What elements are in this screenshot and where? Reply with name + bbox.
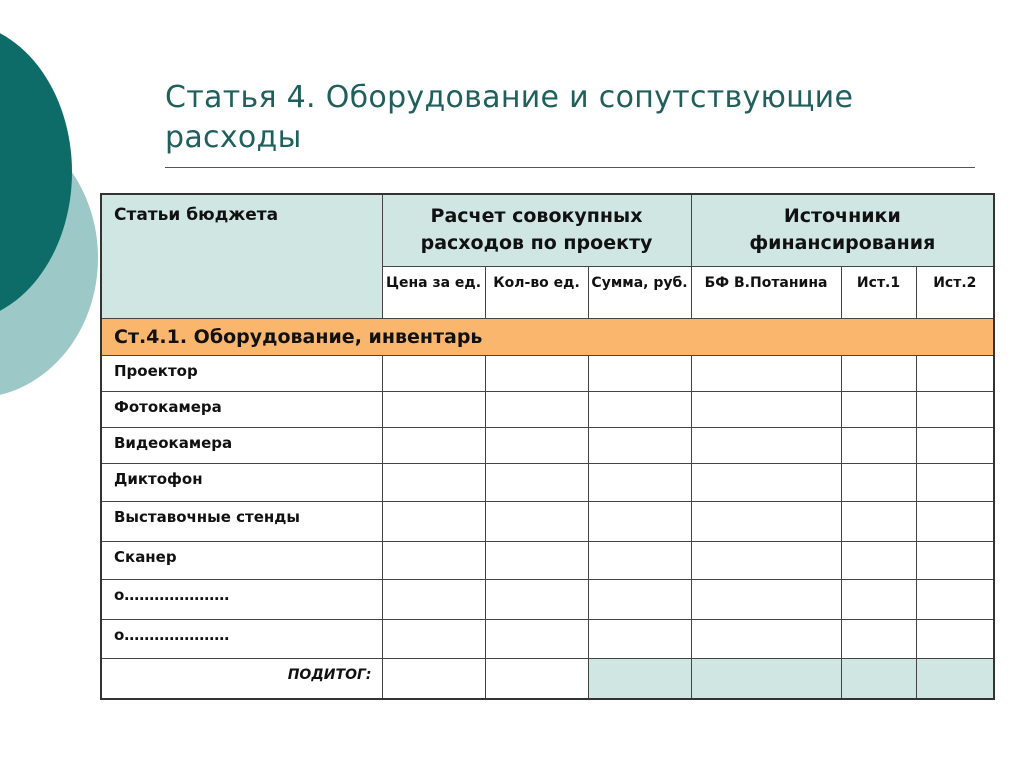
row-label: Диктофон [101,463,382,501]
cell [382,463,485,501]
cell-shaded [691,658,841,699]
cell [841,427,916,463]
row-label: Видеокамера [101,427,382,463]
table-row [101,391,994,427]
cell [485,619,588,658]
cell [841,355,916,391]
cell [382,619,485,658]
row-label: Фотокамера [101,391,382,427]
section-row [101,318,994,355]
cell [841,579,916,619]
cell [588,541,691,579]
cell [588,579,691,619]
cell [691,463,841,501]
cell [382,427,485,463]
row-label-placeholder: o………………… [101,579,382,619]
cell [382,355,485,391]
cell-shaded [916,658,994,699]
header-source-1: Ист.1 [841,266,916,318]
cell [841,463,916,501]
cell [485,391,588,427]
table-row [101,427,994,463]
slide-title: Статья 4. Оборудование и сопутствующие расходы [165,80,854,155]
row-label: Сканер [101,541,382,579]
cell [485,541,588,579]
header-row-top [101,194,994,266]
table-row [101,501,994,541]
cell [916,463,994,501]
row-label: Проектор [101,355,382,391]
cell [691,541,841,579]
cell [916,579,994,619]
header-funding-sources: Источники финансирования [691,194,994,266]
header-sum: Сумма, руб. [588,266,691,318]
header-unit-price: Цена за ед. [382,266,485,318]
table-row [101,579,994,619]
cell [841,541,916,579]
cell [485,355,588,391]
section-title: Ст.4.1. Оборудование, инвентарь [101,318,994,355]
cell [916,391,994,427]
cell [588,463,691,501]
header-total-costs: Расчет совокупных расходов по проекту [382,194,691,266]
cell [485,463,588,501]
subtotal-label: ПОДИТОГ: [101,658,382,699]
title-divider [165,167,975,168]
cell-shaded [588,658,691,699]
subtotal-row [101,658,994,699]
row-label: Выставочные стенды [101,501,382,541]
cell [916,501,994,541]
cell [691,355,841,391]
cell [691,619,841,658]
row-label-placeholder: o………………… [101,619,382,658]
cell [691,501,841,541]
cell [691,427,841,463]
cell [916,355,994,391]
cell [691,579,841,619]
table-row [101,619,994,658]
cell [916,541,994,579]
cell [485,658,588,699]
cell [382,579,485,619]
cell [916,619,994,658]
cell [588,619,691,658]
header-bf-potanin: БФ В.Потанина [691,266,841,318]
cell [588,391,691,427]
cell [382,658,485,699]
cell [382,501,485,541]
cell [916,427,994,463]
header-source-2: Ист.2 [916,266,994,318]
cell [588,355,691,391]
budget-table [100,193,995,700]
cell [485,501,588,541]
cell [485,579,588,619]
table-row [101,355,994,391]
cell [382,541,485,579]
cell [588,427,691,463]
cell [841,391,916,427]
table-row [101,541,994,579]
cell [691,391,841,427]
header-budget-items: Статьи бюджета [101,194,382,318]
table-row [101,463,994,501]
cell [485,427,588,463]
cell-shaded [841,658,916,699]
header-quantity: Кол-во ед. [485,266,588,318]
cell [382,391,485,427]
cell [841,501,916,541]
cell [841,619,916,658]
cell [588,501,691,541]
